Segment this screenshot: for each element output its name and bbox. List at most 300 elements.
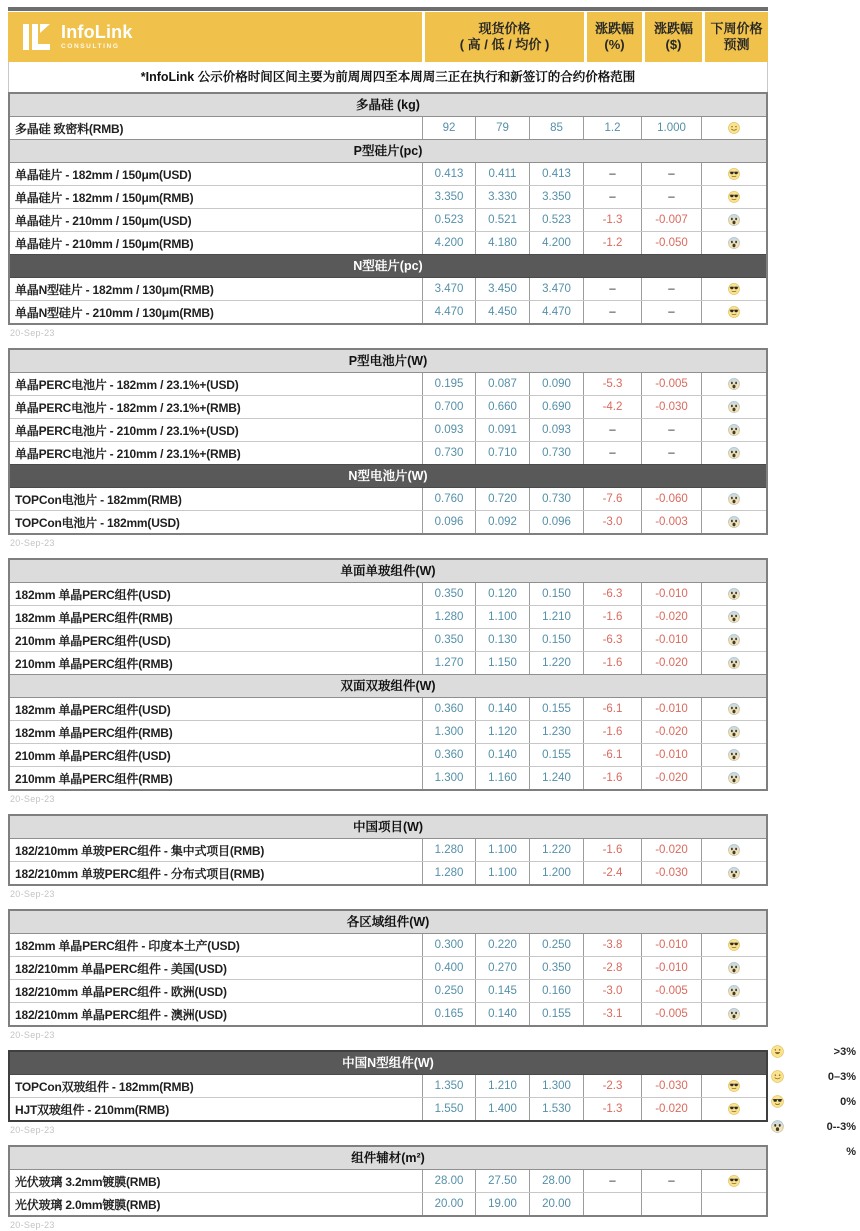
forecast-cell [701,957,766,979]
forecast-cell [701,396,766,418]
sunglasses-emoji-icon [727,1079,741,1093]
table-row [10,208,766,231]
change-pct-cell: -1.3 [583,1098,641,1120]
price-low-cell: 19.00 [475,1193,529,1215]
product-label: 单晶硅片 - 210mm / 150μm(RMB) [15,236,194,251]
legend-label: 0--3% [826,1120,856,1133]
price-high-cell: 0.700 [422,396,475,418]
price-avg-cell: 0.730 [529,442,583,464]
product-label: 单晶硅片 - 182mm / 150μm(RMB) [15,190,194,205]
forecast-cell [701,209,766,231]
price-avg-cell: 3.350 [529,186,583,208]
price-high-cell: 3.350 [422,186,475,208]
price-avg-cell: 0.093 [529,419,583,441]
change-pct-cell: -2.3 [583,1075,641,1097]
change-pct-cell: -3.8 [583,934,641,956]
price-avg-cell: 1.200 [529,862,583,884]
price-avg-cell: 0.413 [529,163,583,185]
scream-emoji-icon [727,656,741,670]
change-pct-sublabel: (%) [604,37,625,52]
price-avg-cell: 28.00 [529,1170,583,1192]
change-pct-cell: -6.1 [583,744,641,766]
price-low-cell: 0.521 [475,209,529,231]
change-pct-cell: -3.0 [583,980,641,1002]
product-label: 210mm 单晶PERC组件(USD) [15,748,171,763]
scream-emoji-icon [727,400,741,414]
scream-emoji-icon [727,423,741,437]
scream-emoji-icon [727,771,741,785]
product-label: 光伏玻璃 2.0mm镀膜(RMB) [15,1197,161,1212]
product-label: 单晶PERC电池片 - 210mm / 23.1%+(USD) [15,423,239,438]
date-label: 20-Sep-23 [10,328,55,338]
sunglasses-emoji-icon [727,167,741,181]
product-label: 182mm 单晶PERC组件 - 印度本土产(USD) [15,938,240,953]
price-avg-cell: 1.220 [529,839,583,861]
forecast-cell [701,606,766,628]
forecast-cell [701,163,766,185]
table-row [10,934,766,956]
column-header-spot-price [425,12,584,62]
change-usd-cell: -0.010 [641,583,701,605]
change-pct-cell: -2.4 [583,862,641,884]
table-row [10,117,766,139]
product-label: 单晶PERC电池片 - 182mm / 23.1%+(RMB) [15,400,241,415]
price-avg-cell: 0.350 [529,957,583,979]
smile-emoji-icon [770,1069,785,1084]
product-label: 单晶PERC电池片 - 210mm / 23.1%+(RMB) [15,446,241,461]
section-header: 组件辅材(m²) [10,1147,766,1170]
price-high-cell: 1.280 [422,862,475,884]
change-usd-cell: – [641,442,701,464]
top-border-bar [8,7,768,11]
change-usd-cell: -0.007 [641,209,701,231]
change-usd-cell: – [641,1170,701,1192]
price-high-cell: 0.360 [422,744,475,766]
change-pct-cell: -7.6 [583,488,641,510]
scream-emoji-icon [727,961,741,975]
price-high-cell: 0.760 [422,488,475,510]
forecast-cell [701,744,766,766]
scream-emoji-icon [727,633,741,647]
table-row [10,651,766,674]
legend-label: 0% [840,1095,856,1108]
change-pct-cell: 1.2 [583,117,641,139]
price-high-cell: 0.250 [422,980,475,1002]
forecast-cell [701,934,766,956]
price-high-cell: 20.00 [422,1193,475,1215]
date-label: 20-Sep-23 [10,1125,55,1135]
product-label: 210mm 单晶PERC组件(RMB) [15,771,173,786]
forecast-cell [701,698,766,720]
table-row [10,766,766,789]
sunglasses-emoji-icon [727,190,741,204]
price-high-cell: 4.470 [422,301,475,323]
price-low-cell: 0.140 [475,698,529,720]
price-low-cell: 0.140 [475,1003,529,1025]
forecast-cell [701,1075,766,1097]
forecast-cell [701,278,766,300]
price-avg-cell: 1.230 [529,721,583,743]
scream-emoji-icon [727,1007,741,1021]
price-high-cell: 0.730 [422,442,475,464]
sunglasses-emoji-icon [727,305,741,319]
change-usd-cell: -0.005 [641,1003,701,1025]
forecast-cell [701,721,766,743]
price-avg-cell: 0.155 [529,744,583,766]
date-label: 20-Sep-23 [10,1220,55,1230]
price-low-cell: 0.092 [475,511,529,533]
change-pct-cell: -3.1 [583,1003,641,1025]
sunglasses-emoji-icon [727,1102,741,1116]
product-label: 单晶硅片 - 182mm / 150μm(USD) [15,167,192,182]
scream-emoji-icon [727,702,741,716]
forecast-cell [701,419,766,441]
grin-emoji-icon [770,1044,785,1059]
product-label: 多晶硅 致密料(RMB) [15,121,124,136]
product-label: HJT双玻组件 - 210mm(RMB) [15,1102,170,1117]
price-high-cell: 92 [422,117,475,139]
change-pct-cell: – [583,1170,641,1192]
price-high-cell: 1.280 [422,839,475,861]
legend-row [770,1139,856,1164]
change-pct-cell: -5.3 [583,373,641,395]
product-label: 单晶PERC电池片 - 182mm / 23.1%+(USD) [15,377,239,392]
price-low-cell: 1.120 [475,721,529,743]
table-row [10,720,766,743]
change-usd-cell: – [641,278,701,300]
price-table [0,92,860,1231]
price-high-cell: 1.270 [422,652,475,674]
infolink-logo [8,12,422,62]
table-row [10,1002,766,1025]
date-label: 20-Sep-23 [10,889,55,899]
table-row [10,163,766,185]
change-usd-cell: -0.060 [641,488,701,510]
price-low-cell: 4.450 [475,301,529,323]
table-row [10,395,766,418]
price-low-cell: 0.660 [475,396,529,418]
forecast-label: 下周价格 [710,21,763,36]
price-high-cell: 3.470 [422,278,475,300]
legend-row [770,1039,856,1064]
price-high-cell: 0.096 [422,511,475,533]
table-row [10,373,766,395]
change-pct-cell: -1.6 [583,839,641,861]
price-avg-cell: 3.470 [529,278,583,300]
change-pct-cell: -1.6 [583,721,641,743]
price-low-cell: 0.120 [475,583,529,605]
price-low-cell: 0.145 [475,980,529,1002]
section-header: 中国N型组件(W) [10,1052,766,1075]
product-label: 210mm 单晶PERC组件(USD) [15,633,171,648]
price-low-cell: 79 [475,117,529,139]
price-low-cell: 1.150 [475,652,529,674]
price-high-cell: 1.350 [422,1075,475,1097]
product-label: 单晶硅片 - 210mm / 150μm(USD) [15,213,192,228]
column-header-forecast [705,12,768,62]
forecast-cell [701,652,766,674]
price-high-cell: 0.523 [422,209,475,231]
price-block [8,909,768,1027]
change-usd-cell: -0.050 [641,232,701,254]
table-row [10,231,766,254]
legend-row [770,1089,856,1114]
change-usd-cell: -0.020 [641,839,701,861]
price-high-cell: 0.400 [422,957,475,979]
change-pct-cell: -1.2 [583,232,641,254]
forecast-cell [701,373,766,395]
forecast-cell [701,767,766,789]
scream-emoji-icon [727,377,741,391]
scream-emoji-icon [727,725,741,739]
table-row [10,1075,766,1097]
price-avg-cell: 0.155 [529,1003,583,1025]
change-usd-cell: -0.010 [641,744,701,766]
product-label: 单晶N型硅片 - 210mm / 130μm(RMB) [15,305,214,320]
product-label: 光伏玻璃 3.2mm镀膜(RMB) [15,1174,161,1189]
date-label: 20-Sep-23 [10,794,55,804]
change-usd-cell: -0.030 [641,1075,701,1097]
section-header: 中国项目(W) [10,816,766,839]
table-header-band [8,12,768,62]
forecast-cell [701,1193,766,1215]
product-label: 182/210mm 单晶PERC组件 - 澳洲(USD) [15,1007,227,1022]
section-header: 各区域组件(W) [10,911,766,934]
change-usd-cell: -0.020 [641,767,701,789]
price-avg-cell: 0.160 [529,980,583,1002]
change-usd-cell: -0.010 [641,698,701,720]
date-label: 20-Sep-23 [10,1030,55,1040]
product-label: 182/210mm 单玻PERC组件 - 分布式项目(RMB) [15,866,265,881]
forecast-cell [701,488,766,510]
price-low-cell: 0.130 [475,629,529,651]
change-pct-cell: – [583,186,641,208]
sunglasses-emoji-icon [770,1094,785,1109]
change-usd-cell: -0.005 [641,980,701,1002]
forecast-cell [701,232,766,254]
forecast-cell [701,301,766,323]
product-label: 182mm 单晶PERC组件(USD) [15,587,171,602]
price-high-cell: 0.350 [422,583,475,605]
smile-emoji-icon [727,121,741,135]
price-low-cell: 0.710 [475,442,529,464]
section-header: P型电池片(W) [10,350,766,373]
price-avg-cell: 0.090 [529,373,583,395]
product-label: TOPCon电池片 - 182mm(RMB) [15,492,182,507]
change-usd-cell: -0.005 [641,373,701,395]
product-label: 182/210mm 单晶PERC组件 - 美国(USD) [15,961,227,976]
forecast-cell [701,862,766,884]
price-high-cell: 0.195 [422,373,475,395]
change-pct-cell: -2.8 [583,957,641,979]
logo-subtitle: CONSULTING [61,43,120,51]
scream-emoji-icon [727,515,741,529]
forecast-cell [701,1170,766,1192]
logo-name: InfoLink [61,22,133,43]
price-high-cell: 28.00 [422,1170,475,1192]
scream-emoji-icon [770,1119,785,1134]
section-header: 双面双玻组件(W) [10,674,766,698]
change-pct-cell: -1.6 [583,652,641,674]
change-pct-cell: -3.0 [583,511,641,533]
section-header: P型硅片(pc) [10,139,766,163]
product-label: 单晶N型硅片 - 182mm / 130μm(RMB) [15,282,214,297]
price-low-cell: 1.160 [475,767,529,789]
section-header: 单面单玻组件(W) [10,560,766,583]
table-row [10,1097,766,1120]
change-usd-cell: – [641,419,701,441]
change-usd-cell [641,1193,701,1215]
change-pct-cell: – [583,419,641,441]
price-avg-cell: 0.730 [529,488,583,510]
legend-label: >3% [833,1045,856,1058]
change-usd-cell: -0.020 [641,721,701,743]
table-row [10,698,766,720]
price-low-cell: 3.450 [475,278,529,300]
price-low-cell: 1.400 [475,1098,529,1120]
spot-price-sublabel: ( 高 / 低 / 均价 ) [459,37,550,52]
change-usd-cell: -0.020 [641,652,701,674]
scream-emoji-icon [727,492,741,506]
table-row [10,1192,766,1215]
price-block [8,1145,768,1217]
forecast-cell [701,839,766,861]
price-high-cell: 0.350 [422,629,475,651]
price-avg-cell: 0.155 [529,698,583,720]
change-pct-cell: – [583,278,641,300]
scream-emoji-icon [727,866,741,880]
price-avg-cell: 85 [529,117,583,139]
price-high-cell: 1.280 [422,606,475,628]
table-row [10,1170,766,1192]
change-usd-cell: – [641,186,701,208]
price-low-cell: 0.720 [475,488,529,510]
table-row [10,956,766,979]
column-header-change-pct [587,12,642,62]
section-header: N型电池片(W) [10,464,766,488]
scream-emoji-icon [727,748,741,762]
table-row [10,278,766,300]
product-label: TOPCon双玻组件 - 182mm(RMB) [15,1079,194,1094]
scream-emoji-icon [727,843,741,857]
change-pct-cell: – [583,163,641,185]
legend-label: 0–3% [827,1070,856,1083]
price-avg-cell: 0.690 [529,396,583,418]
change-usd-cell: -0.010 [641,629,701,651]
price-avg-cell: 4.200 [529,232,583,254]
price-high-cell: 1.300 [422,767,475,789]
price-avg-cell: 0.150 [529,583,583,605]
table-row [10,861,766,884]
price-low-cell: 0.140 [475,744,529,766]
price-block [8,1050,768,1122]
price-avg-cell: 0.096 [529,511,583,533]
sunglasses-emoji-icon [727,938,741,952]
scream-emoji-icon [727,213,741,227]
change-usd-cell: – [641,301,701,323]
price-high-cell: 1.300 [422,721,475,743]
price-high-cell: 1.550 [422,1098,475,1120]
table-row [10,628,766,651]
product-label: 182mm 单晶PERC组件(RMB) [15,610,173,625]
price-low-cell: 0.411 [475,163,529,185]
change-pct-cell: -6.3 [583,583,641,605]
forecast-cell [701,511,766,533]
forecast-cell [701,186,766,208]
legend-row [770,1114,856,1139]
change-pct-cell: – [583,301,641,323]
table-row [10,979,766,1002]
scream-emoji-icon [727,984,741,998]
scream-emoji-icon [727,610,741,624]
table-row [10,488,766,510]
legend-row [770,1064,856,1089]
forecast-cell [701,583,766,605]
change-pct-cell: -1.6 [583,606,641,628]
change-pct-cell: -1.6 [583,767,641,789]
infolink-logo-icon [22,22,52,52]
product-label: TOPCon电池片 - 182mm(USD) [15,515,180,530]
forecast-cell [701,629,766,651]
price-avg-cell: 1.220 [529,652,583,674]
change-usd-cell: – [641,163,701,185]
product-label: 182/210mm 单玻PERC组件 - 集中式项目(RMB) [15,843,265,858]
change-usd-cell: -0.020 [641,1098,701,1120]
price-avg-cell: 1.210 [529,606,583,628]
table-row [10,418,766,441]
table-row [10,510,766,533]
spot-price-label: 现货价格 [478,21,531,36]
forecast-cell [701,1098,766,1120]
price-low-cell: 0.270 [475,957,529,979]
price-avg-cell: 4.470 [529,301,583,323]
price-avg-cell: 0.250 [529,934,583,956]
price-block [8,92,768,325]
price-low-cell: 1.100 [475,862,529,884]
price-low-cell: 3.330 [475,186,529,208]
change-usd-cell: -0.010 [641,934,701,956]
price-avg-cell: 1.300 [529,1075,583,1097]
price-high-cell: 0.093 [422,419,475,441]
change-usd-cell: 1.000 [641,117,701,139]
change-pct-cell [583,1193,641,1215]
price-low-cell: 0.087 [475,373,529,395]
price-block [8,558,768,791]
change-usd-label: 涨跌幅 [653,21,693,36]
change-pct-cell: -6.1 [583,698,641,720]
price-avg-cell: 1.240 [529,767,583,789]
change-usd-cell: -0.010 [641,957,701,979]
table-row [10,441,766,464]
forecast-legend [770,1039,856,1164]
change-pct-cell: – [583,442,641,464]
product-label: 182/210mm 单晶PERC组件 - 欧洲(USD) [15,984,227,999]
section-header: 多晶硅 (kg) [10,94,766,117]
change-pct-cell: -1.3 [583,209,641,231]
price-low-cell: 0.091 [475,419,529,441]
legend-label: % [846,1145,856,1158]
price-high-cell: 0.360 [422,698,475,720]
table-row [10,300,766,323]
price-low-cell: 1.210 [475,1075,529,1097]
sunglasses-emoji-icon [727,282,741,296]
change-pct-cell: -4.2 [583,396,641,418]
change-usd-cell: -0.030 [641,396,701,418]
price-avg-cell: 0.523 [529,209,583,231]
price-avg-cell: 0.150 [529,629,583,651]
column-header-change-usd [645,12,702,62]
table-row [10,583,766,605]
